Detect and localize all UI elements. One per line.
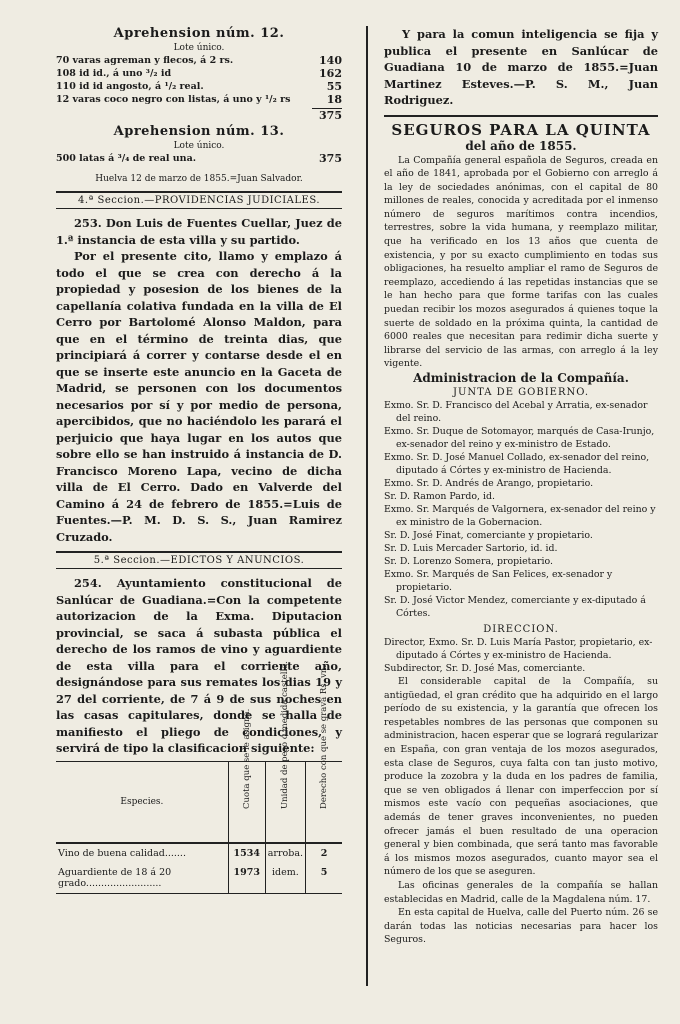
list-item: Exmo. Sr. D. Andrés de Arango, propietario. xyxy=(384,478,594,489)
right-column xyxy=(384,26,658,947)
continuation: Y para la comun inteligencia se fija y publica el presente en Sanlúcar de Guadiana 10 de marzo de 1855.=Juan Martinez Esteves.—P. S. M., Juan Rodriguez. xyxy=(384,27,658,107)
list-item: 500 latas á ³/₄ de real una. 375 xyxy=(56,152,342,165)
table-header: Especies. xyxy=(56,761,228,843)
seguros-body: La Compañía general española de Seguros, creada en el año de 1841, aprobada por el Gobierno con arreglo á la ley de sociedades anónimas, con el capital de 80 millones de reales, conocida y acreditada por el inmenso número de seguros marítimos contra incendios, terrestres, sobre la vida humana, y reemplazo militar, que ha verificado en los 13 años que cuenta de existencia, y por su exacto cumplimiento en todas sus obligaciones, ha resuelto ampliar el ramo de Seguros de reemplazo, accediendo á las repetidas instancias que se le han hecho para que forme tarifas con las cuales puedan recibir los mozos asegurados á quienes toque la suerte de soldado en la próxima quinta, la cantidad de 6000 reales que necesitan para redimir dicha suerte y librarse del servicio de las armas, con arreglo á la ley vigente. xyxy=(384,154,658,370)
list-item: Exmo. Sr. D. Francisco del Acebal y Arratia, ex-senador del reino. xyxy=(384,400,648,424)
list-item: Exmo. Sr. Marqués de Valgornera, ex-senador del reino y ex ministro de la Gobernacion. xyxy=(384,504,656,528)
list-item: 12 varas coco negro con listas, á uno y ¹/₂ rs 18 xyxy=(56,93,342,106)
table-header: Cuota que se le asigna. xyxy=(228,761,265,843)
lote-unico: Lote único. xyxy=(173,43,225,53)
list-item: Exmo. Sr. Marqués de San Felices, ex-senador y propietario. xyxy=(384,569,613,593)
lote-unico: Lote único. xyxy=(173,141,225,151)
junta-list xyxy=(384,399,658,620)
list-item: 108 id id., á uno ³/₂ id 162 xyxy=(56,67,342,80)
direccion-list xyxy=(384,636,658,675)
direccion-title: DIRECCION. xyxy=(483,624,559,635)
table-header: Derecho con que se grava Rs. vn. xyxy=(306,761,343,843)
list-item: 70 varas agreman y flecos, á 2 rs. 140 xyxy=(56,54,342,67)
table-header: Unidad de peso ó medida castella. xyxy=(265,761,305,843)
notice-253-body: Por el presente cito, llamo y emplazo á todo el que se crea con derecho á la propiedad y posesion de los bienes de la capellanía colativa fundada en la villa de El Cerro por Bartolomé Alonso Maldon, para que en el término de treinta dias, que principiará á correr y contarse desde el en que se inserte este anuncio en la Gaceta de Madrid, se personen con los documentos necesarios por sí y por medio de persona, apercibidos, que no haciéndolo les parará el perjuicio que haya lugar en los autos que sobre ello se han instruido á instancia de D. Francisco Moreno Lapa, vecino de dicha villa de El Cerro. Dado en Valverde del Camino á 24 de febrero de 1855.=Luis de Fuentes.—P. M. D. S. S., Juan Ramirez Cruzado. xyxy=(56,249,342,544)
closing-text: El considerable capital de la Compañía, su antigüedad, el gran crédito que ha adquirido en el largo período de su existencia, y la garantía que ofrecen los respetables nombres de las personas que componen su administracion, hacen esperar que se logrará regularizar en España, con gran ventaja de los mozos asegurados, esta clase de Seguros, cuya falta con tan justo motivo, produce la zozobra y la duda en los padres de familia, que se ven obligados á llenar con imperfeccion por sí mismos este vacío con pequeñas asociaciones, que además de tener graves inconvenientes, no pueden ofrecer jamás el buen resultado de una operacion general y bien combinada, que será tanto mas favorable á los mismos mozos asegurados, cuanto mayor sea el número de los que se aseguren. Las oficinas generales de la compañía se hallan establecidas en Madrid, calle de la Magdalena núm. 17. En esta capital de Huelva, calle del Puerto núm. 26 se darán todas las noticias necesarias para hacer los Seguros. xyxy=(384,676,658,946)
seguros-subtitle: del año de 1855. xyxy=(465,138,577,153)
section-5-heading: 5.ª Seccion.—EDICTOS Y ANUNCIOS. xyxy=(56,551,342,569)
aprehension-12-title: Aprehension núm. 12. xyxy=(113,26,285,41)
list-item: Sr. D. Ramon Pardo, id. xyxy=(384,491,495,502)
list-item: Subdirector, Sr. D. José Mas, comerciante. xyxy=(384,663,586,674)
junta-title: JUNTA DE GOBIERNO. xyxy=(452,387,590,398)
list-item: Sr. D. Lorenzo Somera, propietario. xyxy=(384,556,553,567)
notice-253 xyxy=(56,215,342,545)
list-item: Exmo. Sr. Duque de Sotomayor, marqués de Casa-Irunjo, ex-senador del reino y ex-ministro de Estado. xyxy=(384,426,655,450)
signature: Huelva 12 de marzo de 1855.=Juan Salvador. xyxy=(95,174,303,184)
table-row: Aguardiente de 18 á 20 grado......................... 1973 idem. 5 xyxy=(56,863,342,894)
table-row: Vino de buena calidad....... 1534 arroba. 2 xyxy=(56,843,342,863)
list-item: Sr. D. José Victor Mendez, comerciante y ex-diputado á Córtes. xyxy=(384,595,646,619)
left-column xyxy=(56,26,342,894)
list-item: 110 id id angosto, á ¹/₂ real. 55 xyxy=(56,80,342,93)
aprehension-13-title: Aprehension núm. 13. xyxy=(113,124,285,139)
notice-254-body: 254. Ayuntamiento constitucional de Sanlúcar de Guadiana.=Con la competente autorizacion de la Exma. Diputacion provincial, se saca á subasta pública el derecho de los ramos de vino y aguardiente de esta villa para el corriente año, designándose para sus remates los dias 19 y 27 del corriente, de 7 á 9 de sus noches en las casas capitulares, donde se halla de manifiesto el pliego de condiciones, y servirá de tipo la clasificacion siguiente: xyxy=(56,576,342,755)
admin-title: Administracion de la Compañía. xyxy=(413,371,629,385)
seguros-title: SEGUROS PARA LA QUINTA xyxy=(391,120,651,139)
divider xyxy=(384,115,658,117)
section-4-heading: 4.ª Seccion.—PROVIDENCIAS JUDICIALES. xyxy=(56,191,342,209)
list-item: Sr. D. Luis Mercader Sartorio, id. id. xyxy=(384,543,558,554)
total-row: 375 xyxy=(319,109,342,122)
list-item: Director, Exmo. Sr. D. Luis María Pastor, propietario, ex-diputado á Córtes y ex-ministro de Hacienda. xyxy=(384,637,653,661)
list-item: Sr. D. José Finat, comerciante y propietario. xyxy=(384,530,593,541)
list-item: Exmo. Sr. D. José Manuel Collado, ex-senador del reino, diputado á Córtes y ex-ministro de Hacienda. xyxy=(384,452,650,476)
column-divider xyxy=(366,26,368,986)
notice-253-heading: 253. Don Luis de Fuentes Cuellar, Juez de 1.ª instancia de esta villa y su partido. xyxy=(56,216,342,247)
notice-254 xyxy=(56,575,342,757)
